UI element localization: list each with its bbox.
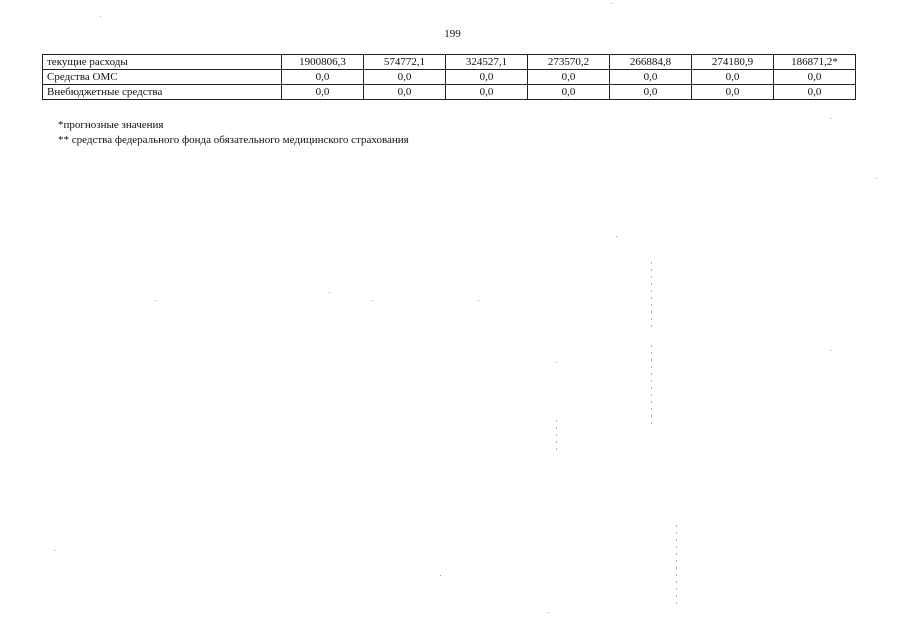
scan-speck [876, 178, 877, 179]
scan-speck [329, 292, 330, 293]
table-cell: 0,0 [446, 70, 528, 85]
scan-speck [830, 350, 831, 351]
scan-speck [556, 362, 557, 363]
scan-speck [372, 300, 373, 301]
table-cell: 0,0 [774, 85, 856, 100]
table-row [43, 55, 856, 70]
footnote-oms-fund: ** средства федерального фонда обязательного медицинского страхования [58, 134, 409, 146]
scan-speck [548, 612, 549, 613]
scan-artifact-line [651, 345, 652, 425]
table-cell: 0,0 [610, 85, 692, 100]
scan-speck [54, 550, 55, 551]
scan-speck [440, 575, 441, 576]
scan-artifact-line [676, 525, 677, 605]
table-cell: 0,0 [364, 85, 446, 100]
scan-speck [478, 300, 479, 301]
row-label: Средства ОМС [43, 70, 282, 85]
table-cell: 324527,1 [446, 55, 528, 70]
scan-speck [616, 236, 617, 237]
row-label: Внебюджетные средства [43, 85, 282, 100]
page-number: 199 [444, 28, 461, 40]
footnotes [58, 118, 409, 148]
table-cell: 274180,9 [692, 55, 774, 70]
table-cell: 574772,1 [364, 55, 446, 70]
table-cell: 0,0 [774, 70, 856, 85]
table-cell: 1900806,3 [282, 55, 364, 70]
scan-speck [830, 118, 831, 119]
table-cell: 0,0 [692, 85, 774, 100]
table-cell: 0,0 [446, 85, 528, 100]
table-cell: 266884,8 [610, 55, 692, 70]
table-row [43, 70, 856, 85]
budget-table [42, 54, 856, 100]
scan-speck [611, 3, 612, 4]
table-cell: 186871,2* [774, 55, 856, 70]
table-cell: 273570,2 [528, 55, 610, 70]
table-cell: 0,0 [692, 70, 774, 85]
table-row [43, 85, 856, 100]
table-cell: 0,0 [528, 85, 610, 100]
scan-speck [100, 16, 101, 17]
scan-speck [155, 300, 156, 301]
scan-artifact-line [651, 262, 652, 332]
table-cell: 0,0 [282, 85, 364, 100]
row-label: текущие расходы [43, 55, 282, 70]
table-cell: 0,0 [610, 70, 692, 85]
table-cell: 0,0 [528, 70, 610, 85]
scan-artifact-line [556, 420, 557, 450]
table-cell: 0,0 [282, 70, 364, 85]
footnote-forecast: *прогнозные значения [58, 119, 164, 131]
table-cell: 0,0 [364, 70, 446, 85]
